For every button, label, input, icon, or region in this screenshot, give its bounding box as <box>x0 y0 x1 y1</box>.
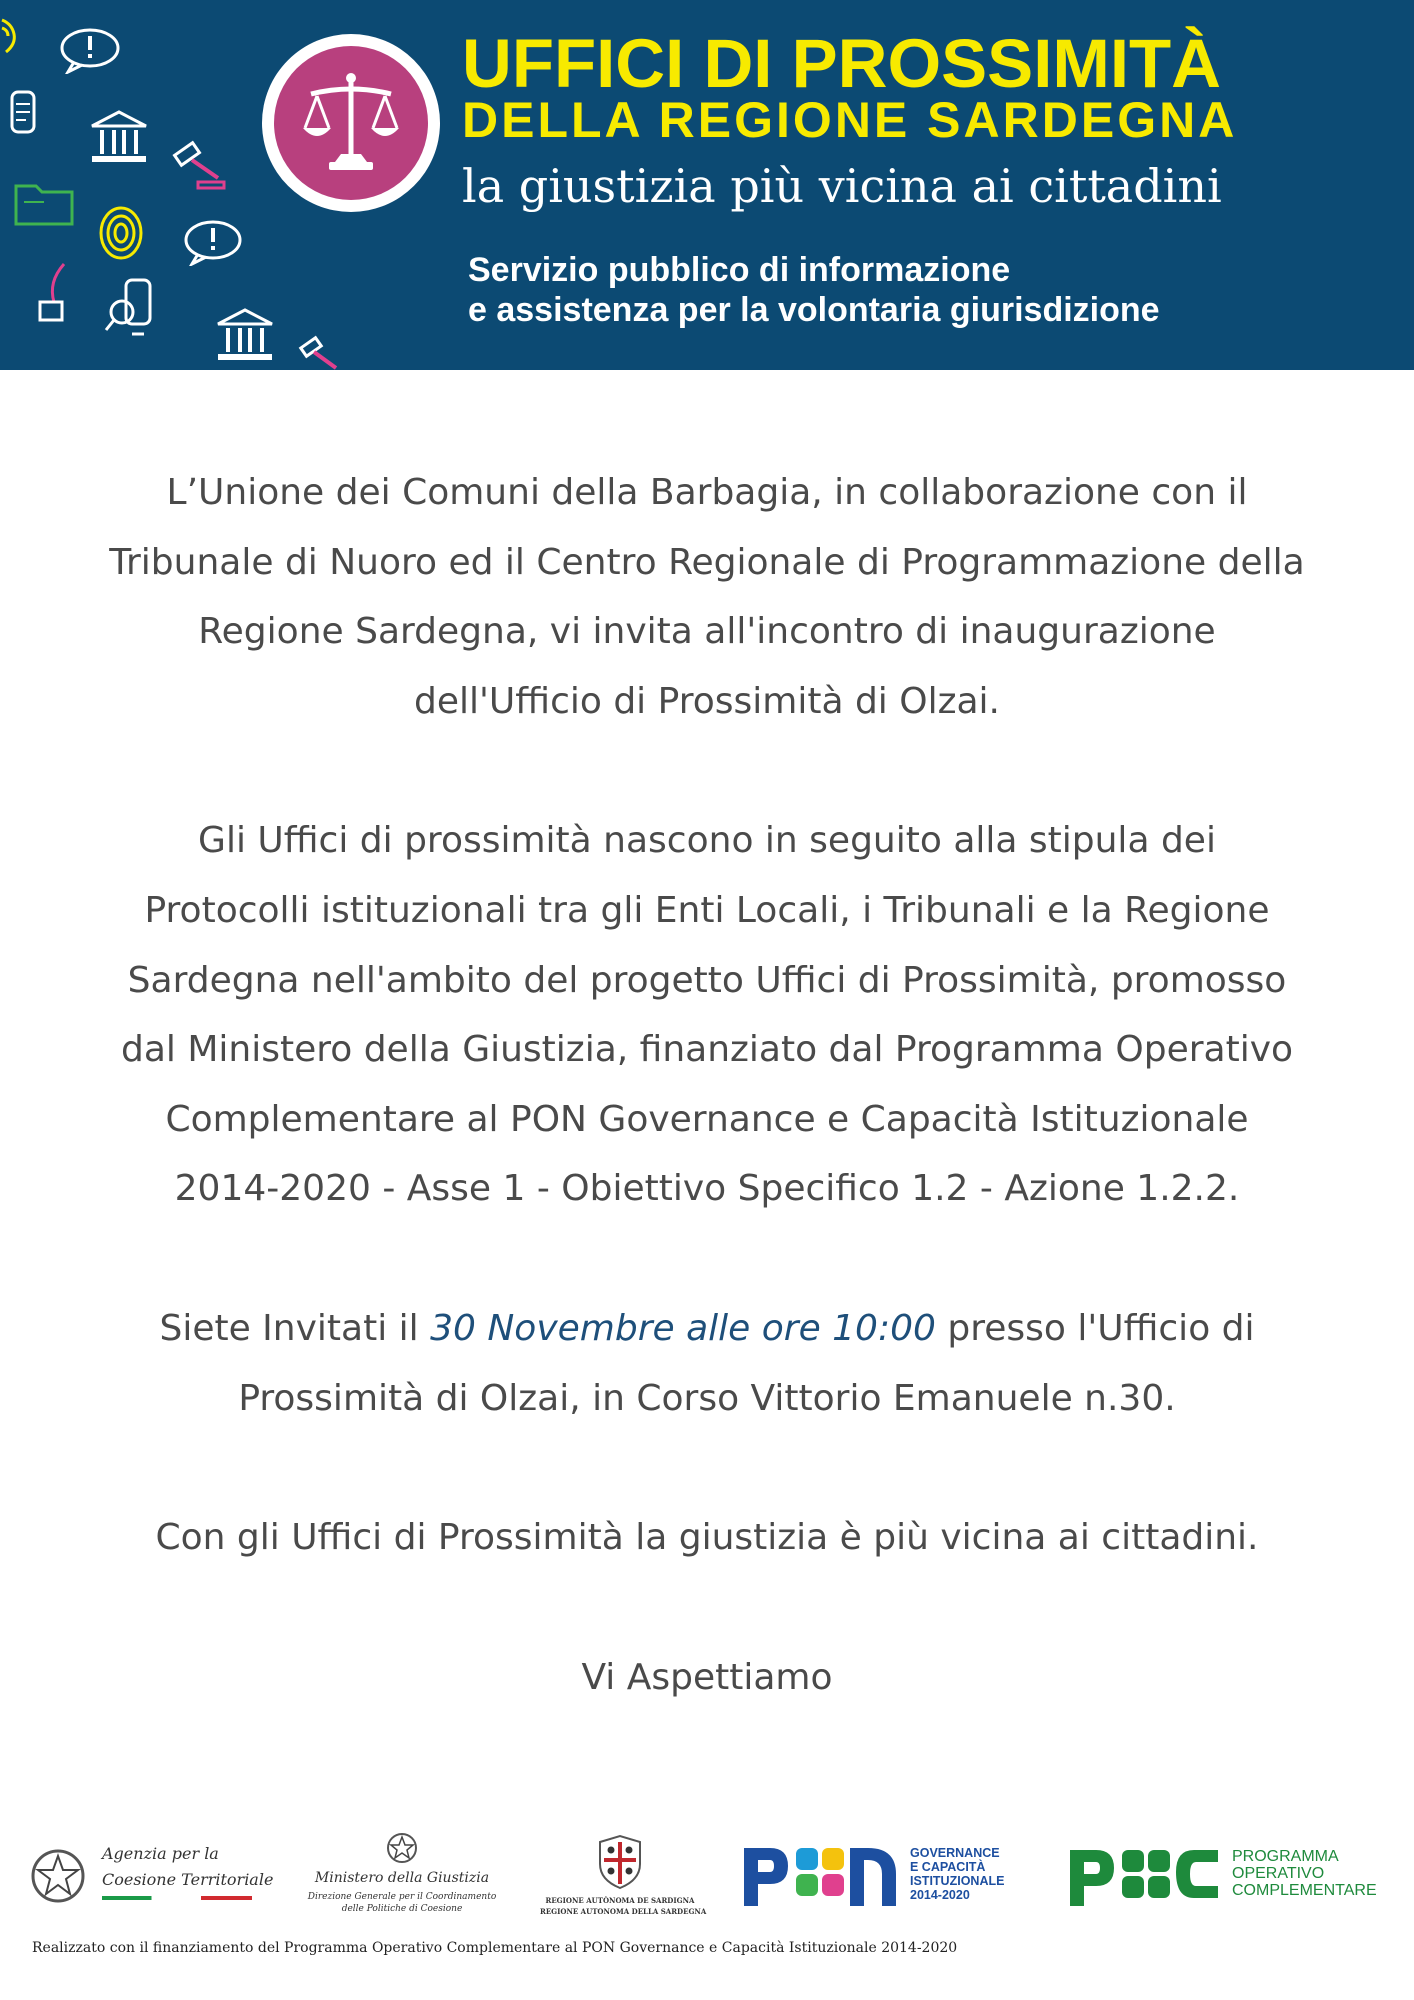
gavel-icon <box>170 138 228 192</box>
sardinia-shield-icon <box>596 1834 644 1890</box>
poc-logo <box>1066 1846 1396 1910</box>
intro-paragraph <box>60 458 1354 736</box>
footer-logos <box>0 1828 1414 1928</box>
quill-ink-icon <box>34 262 74 324</box>
pon-line-1: GOVERNANCE <box>910 1846 1000 1860</box>
italian-emblem-icon <box>30 1848 86 1904</box>
pon-governance-logo <box>740 1844 1030 1910</box>
search-document-icon <box>4 90 40 150</box>
speech-bubble-icon <box>182 218 244 266</box>
agency-name-line1: Agenzia per la <box>102 1844 219 1863</box>
banner-title: UFFICI DI PROSSIMITÀ <box>462 25 1221 102</box>
region-name-sardinian: REGIONE AUTÒNOMA DE SARDIGNA <box>545 1896 695 1905</box>
funding-note: Realizzato con il finanziamento del Programma Operativo Complementare al PON Governance e Capacità Istituzionale 2014-2020 <box>32 1940 958 1956</box>
service-line-2: e assistenza per la volontaria giurisdizione <box>468 291 1160 329</box>
banner-service-description <box>468 250 1368 330</box>
poc-line-1: PROGRAMMA <box>1232 1848 1339 1865</box>
ministry-dept-line2: delle Politiche di Coesione <box>341 1904 463 1914</box>
invite-prefix: Siete Invitati il <box>159 1307 431 1349</box>
project-line: Sardegna nell'ambito del progetto Uffici di Prossimità, promosso <box>127 959 1287 1001</box>
justice-seal <box>262 34 440 212</box>
poc-line-2: OPERATIVO <box>1232 1865 1325 1882</box>
region-sardinia-logo <box>540 1834 707 1924</box>
intro-line: dell'Ufficio di Prossimità di Olzai. <box>414 680 1000 722</box>
project-line: Protocolli istituzionali tra gli Enti Locali, i Tribunali e la Regione <box>144 889 1270 931</box>
signoff: Vi Aspettiamo <box>581 1656 833 1698</box>
ministry-name: Ministero della Giustizia <box>314 1870 490 1886</box>
project-line: Complementare al PON Governance e Capacità Istituzionale <box>165 1098 1249 1140</box>
invitation-body <box>60 458 1354 1712</box>
project-line: 2014-2020 - Asse 1 - Obiettivo Specifico 1.2 - Azione 1.2.2. <box>174 1168 1240 1210</box>
agency-logo <box>30 1842 274 1912</box>
intro-line: L’Unione dei Comuni della Barbagia, in collaborazione con il <box>166 472 1248 513</box>
folder-icon <box>14 178 76 228</box>
header-banner <box>0 0 1414 370</box>
search-document-icon <box>104 278 166 344</box>
project-line: dal Ministero della Giustizia, finanziato dal Programma Operativo <box>120 1029 1294 1071</box>
invite-line <box>60 1294 1354 1364</box>
ministry-logo <box>302 1832 502 1922</box>
region-name-italian: REGIONE AUTONOMA DELLA SARDEGNA <box>540 1907 707 1916</box>
intro-line: Tribunale di Nuoro ed il Centro Regionale di Programmazione della <box>109 541 1305 583</box>
invite-suffix: presso l'Ufficio di <box>935 1307 1255 1349</box>
italian-emblem-icon <box>386 1832 418 1864</box>
intro-line: Regione Sardegna, vi invita all'incontro di inaugurazione <box>198 611 1216 653</box>
speech-bubble-icon <box>58 26 122 74</box>
invite-address: Prossimità di Olzai, in Corso Vittorio Emanuele n.30. <box>238 1377 1176 1419</box>
service-line-1: Servizio pubblico di informazione <box>468 251 1011 289</box>
fingerprint-icon <box>96 204 146 262</box>
project-line: Gli Uffici di prossimità nascono in seguito alla stipula dei <box>198 820 1216 862</box>
courthouse-icon <box>88 108 150 166</box>
gavel-icon <box>296 330 340 370</box>
poc-wordmark-icon <box>1066 1846 1222 1910</box>
fingerprint-icon <box>0 14 22 54</box>
italian-flag-stripe <box>102 1896 252 1900</box>
invite-date: 30 Novembre alle ore 10:00 <box>430 1307 936 1349</box>
agency-name-line2: Coesione Territoriale <box>102 1870 274 1889</box>
scales-of-justice-icon <box>301 70 401 176</box>
closing-statement: Con gli Uffici di Prossimità la giustizia è più vicina ai cittadini. <box>155 1517 1259 1559</box>
poc-line-3: COMPLEMENTARE <box>1232 1882 1377 1899</box>
pon-line-2: E CAPACITÀ <box>910 1860 986 1874</box>
pon-line-3: ISTITUZIONALE <box>910 1874 1005 1888</box>
pon-wordmark-icon <box>740 1844 900 1910</box>
pon-line-4: 2014-2020 <box>910 1888 970 1902</box>
banner-subtitle: DELLA REGIONE SARDEGNA <box>462 92 1238 148</box>
banner-tagline: la giustizia più vicina ai cittadini <box>462 159 1222 213</box>
courthouse-icon <box>214 306 276 366</box>
ministry-dept-line1: Direzione Generale per il Coordinamento <box>307 1892 497 1902</box>
invite-paragraph <box>60 1294 1354 1433</box>
project-paragraph <box>60 806 1354 1224</box>
